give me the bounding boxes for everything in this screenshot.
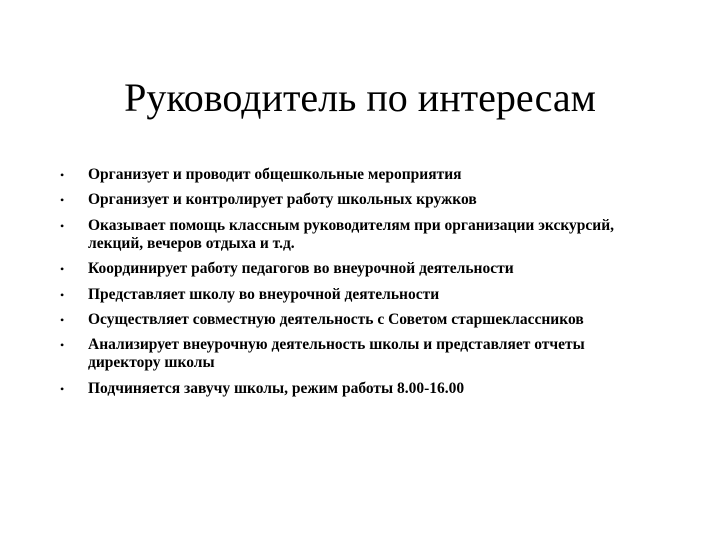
bullet-text: Организует и проводит общешкольные мероприятия <box>88 166 462 183</box>
list-item <box>60 286 650 304</box>
list-item <box>60 217 650 253</box>
list-item <box>60 336 650 372</box>
bullet-list <box>60 166 650 405</box>
bullet-text: Координирует работу педагогов во внеурочной деятельности <box>88 260 514 278</box>
bullet-text: Организует и контролирует работу школьных кружков <box>88 191 477 209</box>
list-item <box>60 311 650 329</box>
list-item <box>60 260 650 278</box>
bullet-text: Оказывает помощь классным руководителям при организации экскурсий, лекций, вечеров отдыха и т.д. <box>88 216 615 252</box>
bullet-text: Осуществляет совместную деятельность с Советом старшеклассников <box>88 310 584 328</box>
bullet-text: Представляет школу во внеурочной деятельности <box>88 285 440 303</box>
list-item <box>60 380 650 398</box>
bullet-icon: • <box>60 262 65 277</box>
list-item <box>60 166 650 184</box>
slide-title: Руководитель по интересам <box>124 75 596 120</box>
bullet-text: Подчиняется завучу школы, режим работы 8.00-16.00 <box>88 379 465 397</box>
bullet-text: Анализирует внеурочную деятельность школы и представляет отчеты директору школы <box>88 336 585 372</box>
bullet-icon: • <box>60 193 65 208</box>
bullet-icon: • <box>60 338 65 353</box>
bullet-icon: • <box>60 312 65 327</box>
bullet-icon: • <box>60 287 65 302</box>
bullet-icon: • <box>60 218 65 233</box>
list-item <box>60 191 650 209</box>
bullet-icon: • <box>60 381 65 396</box>
bullet-icon: • <box>60 168 65 182</box>
